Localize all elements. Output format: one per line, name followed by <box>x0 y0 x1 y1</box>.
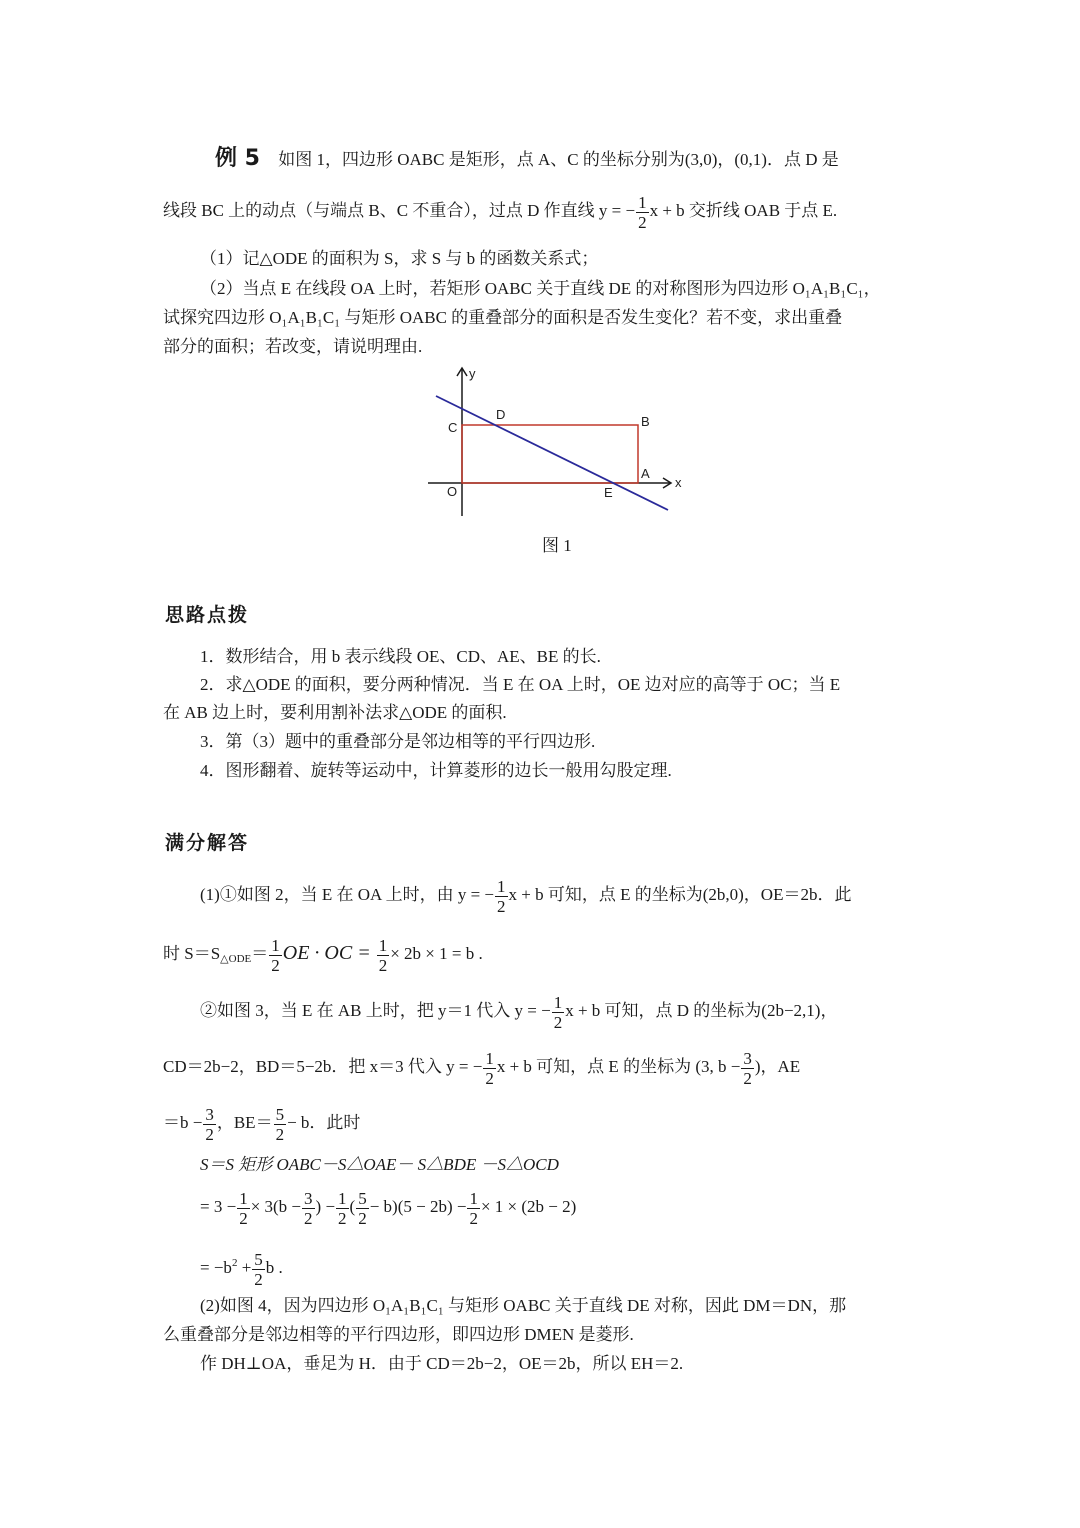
solution-title: 满分解答 <box>165 832 250 854</box>
label-A: A <box>641 466 650 481</box>
hint-item-2-cont: 在 AB 边上时，要利用割补法求△ODE 的面积. <box>163 703 507 722</box>
solution-p3-line2: 么重叠部分是邻边相等的平行四边形，即四边形 DMEN 是菱形. <box>163 1325 634 1344</box>
fraction: $\frac{1}{2}$ <box>497 876 506 916</box>
solution-p3-line1: (2)如图 4，因为四边形 O₁A₁B₁C₁ 与矩形 OABC 关于直线 DE 对称，因此 DM＝DN，那 <box>200 1296 847 1315</box>
equation-3: = $-b^2$ + $\frac{5}{2}$ b . <box>200 1249 283 1289</box>
solution-p1-line2: 时 $S=S_{\triangle ODE}=$ $\frac{1}{2}$ OE · OC = $\frac{1}{2}$ × 2b × 1 = b . <box>163 935 483 975</box>
hint-item-1: 1．数形结合，用 b 表示线段 OE、CD、AE、BE 的长. <box>200 647 601 666</box>
fraction: $\frac{1}{2}$ <box>553 992 563 1032</box>
example-text-2a: 线段 BC 上的动点（与端点 B、C 不重合），过点 D 作直线 y = − <box>163 201 636 220</box>
label-D: D <box>496 407 506 422</box>
example-text-1: 如图 1，四边形 OABC 是矩形，点 A、C 的坐标分别为(3,0)，(0,1)．点 D 是 <box>278 150 839 169</box>
equation-1: S＝S 矩形 OABC－S△OAE－ S△BDE －S△OCD <box>200 1155 559 1174</box>
solution-p2-line2: CD＝2b−2，BD＝5−2b．把 x＝3 代入 y = − $\frac{1}{2}$ x + b 可知，点 E 的坐标为 (3, b − $\frac{3}{2}$ )，AE <box>163 1048 801 1088</box>
example-text-2b: x + b 交折线 OAB 于点 E. <box>649 201 838 220</box>
fraction: $\frac{1}{2}$ <box>239 1188 248 1228</box>
equation-2: = 3 − $\frac{1}{2}$ × 3(b − $\frac{3}{2}$ ) − $\frac{1}{2}$ ( $\frac{5}{2}$ − b)(5 − 2b) − $\frac{1}{2}$ × 1 × (2b − 2) <box>200 1188 577 1228</box>
solution-p2-line1: ②如图 3，当 E 在 AB 上时，把 y＝1 代入 y = − $\frac{1}{2}$ x + b 可知，点 D 的坐标为(2b−2,1)， <box>200 992 838 1032</box>
label-y: y <box>469 366 476 381</box>
hints-title: 思路点拨 <box>165 604 250 626</box>
fraction: $\frac{1}{2}$ <box>469 1188 478 1228</box>
hint-item-2: 2．求△ODE 的面积，要分两种情况．当 E 在 OA 上时，OE 边对应的高等于 OC；当 E <box>200 675 841 694</box>
rectangle-OABC <box>462 425 638 483</box>
fraction: $\frac{1}{2}$ <box>271 935 280 975</box>
fraction: $\frac{5}{2}$ <box>275 1104 285 1144</box>
question-1: （1）记△ODE 的面积为 S，求 S 与 b 的函数关系式； <box>200 249 599 268</box>
fraction: $\frac{1}{2}$ <box>378 935 388 975</box>
fraction: $\frac{3}{2}$ <box>743 1048 752 1088</box>
question-2-line-2: 试探究四边形 O₁A₁B₁C₁ 与矩形 OABC 的重叠部分的面积是否发生变化？若不变，求出重叠 <box>163 308 843 327</box>
solution-p3-line3: 作 DH⊥OA，垂足为 H．由于 CD＝2b−2，OE＝2b，所以 EH＝2. <box>200 1354 684 1373</box>
fraction: $\frac{5}{2}$ <box>254 1249 263 1289</box>
hint-item-4: 4．图形翻着、旋转等运动中，计算菱形的边长一般用勾股定理. <box>200 761 672 780</box>
fraction: $\frac{1}{2}$ <box>485 1048 494 1088</box>
example-label: 例 5 <box>215 146 260 171</box>
question-2-line-3: 部分的面积；若改变，请说明理由. <box>163 337 423 356</box>
question-2-line-1: （2）当点 E 在线段 OA 上时，若矩形 OABC 关于直线 DE 的对称图形为四边形 O₁A₁B₁C₁， <box>200 279 881 298</box>
fraction: $\frac{1}{2}$ <box>338 1188 347 1228</box>
fraction: $\frac{3}{2}$ <box>205 1104 214 1144</box>
fraction: $\frac{1}{2}$ <box>638 192 647 232</box>
fraction: $\frac{3}{2}$ <box>304 1188 313 1228</box>
line-DE <box>436 396 668 510</box>
solution-p1-line1: (1)①如图 2，当 E 在 OA 上时，由 y = − $\frac{1}{2}$ x + b 可知，点 E 的坐标为(2b,0)，OE＝2b．此 <box>200 876 852 916</box>
figure-1-diagram <box>0 0 1080 540</box>
solution-p2-line3: ＝b − $\frac{3}{2}$ ，BE＝ $\frac{5}{2}$ − b．此时 <box>163 1104 361 1144</box>
label-C: C <box>448 420 458 435</box>
label-O: O <box>447 484 458 499</box>
figure-caption: 图 1 <box>542 536 572 555</box>
label-B: B <box>641 414 650 429</box>
label-x: x <box>675 475 682 490</box>
hint-item-3: 3．第（3）题中的重叠部分是邻边相等的平行四边形. <box>200 732 596 751</box>
fraction: $\frac{5}{2}$ <box>358 1188 367 1228</box>
label-E: E <box>604 485 613 500</box>
